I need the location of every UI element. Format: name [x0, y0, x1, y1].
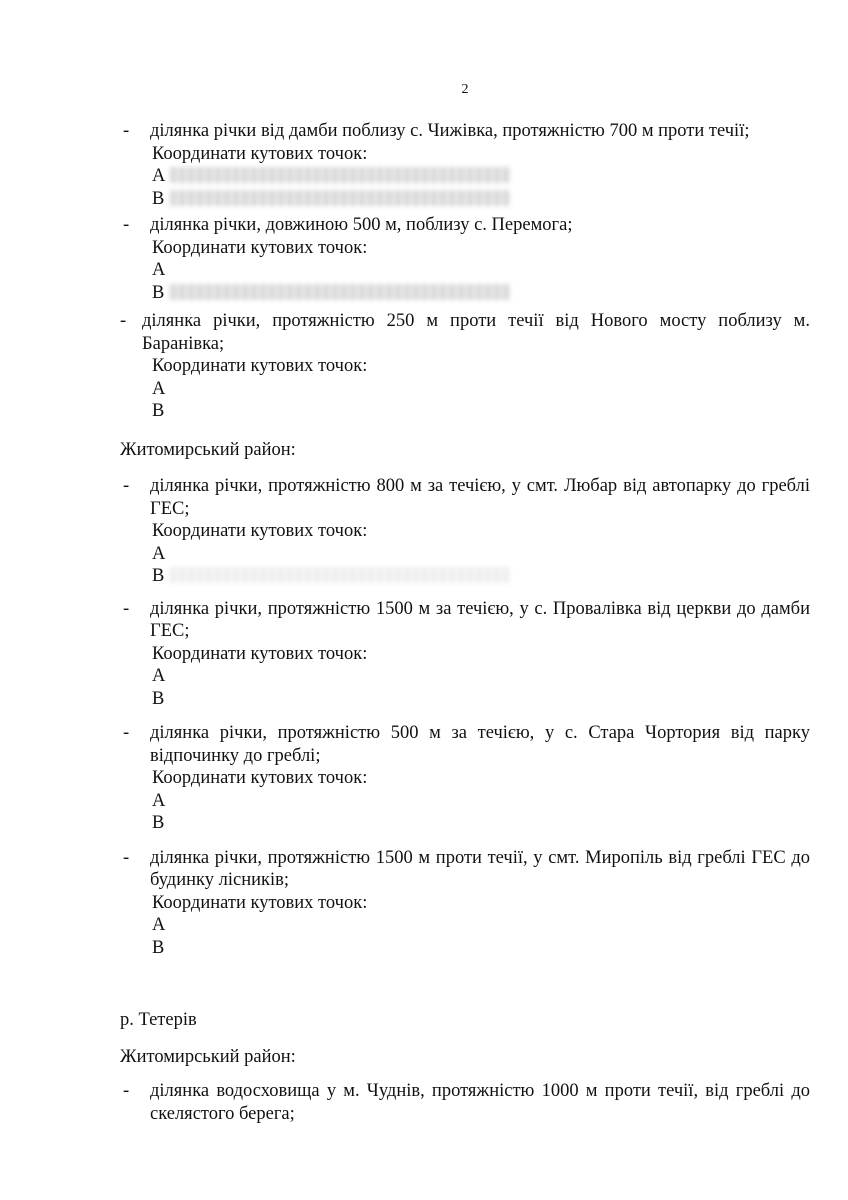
point-a-label: А [152, 790, 166, 811]
coordinates-title: Координати кутових точок: [152, 521, 368, 541]
point-b-label: В [152, 813, 165, 833]
point-b-label: В [152, 282, 165, 303]
point-b [150, 937, 810, 960]
point-a [150, 914, 810, 937]
item-description: ділянка річки, протяжністю 500 м за течією, у с. Стара Чортория від парку відпочинку до греблі; [150, 723, 810, 766]
district-heading: Житомирський район: [120, 1046, 296, 1067]
point-a-label: А [152, 166, 166, 186]
point-b-label: В [152, 937, 165, 958]
list-item [120, 1080, 810, 1125]
point-a-label: А [152, 666, 166, 686]
bullet-dash: - [123, 598, 130, 619]
item-description: ділянка річки, довжиною 500 м, поблизу с. Перемога; [150, 215, 573, 235]
item-description: ділянка річки, протяжністю 1500 м за течією, у с. Провалівка від церкви до дамби ГЕС; [150, 598, 810, 641]
document-body [120, 120, 810, 1125]
coordinates-title: Координати кутових точок: [152, 643, 368, 664]
bullet-dash: - [123, 847, 130, 868]
redacted-coordinates [170, 567, 510, 583]
item-description: ділянка річки, протяжністю 250 м проти течії від Нового мосту поблизу м. Баранівка; [142, 311, 810, 354]
point-b [150, 688, 810, 711]
bullet-dash: - [123, 476, 130, 496]
coordinates-title: Координати кутових точок: [152, 143, 368, 164]
point-a [150, 378, 810, 401]
point-b [150, 400, 810, 423]
redacted-coordinates [170, 190, 510, 206]
point-b-label: В [152, 401, 165, 421]
point-b-label: В [152, 688, 165, 709]
point-b [150, 282, 810, 305]
page-number: 2 [461, 82, 469, 97]
list-item [120, 120, 810, 210]
point-a-label: А [152, 378, 166, 399]
item-description: ділянка водосховища у м. Чуднів, протяжністю 1000 м проти течії, від греблі до скелястого берега; [150, 1081, 810, 1124]
bullet-dash: - [123, 723, 130, 743]
point-a [150, 165, 810, 188]
redacted-coordinates [170, 284, 510, 300]
point-a [150, 259, 810, 282]
point-b [150, 188, 810, 211]
point-a-label: А [152, 915, 166, 935]
bullet-dash: - [123, 215, 130, 235]
list-item [120, 598, 810, 711]
item-description: ділянка річки, протяжністю 1500 м проти течії, у смт. Миропіль від греблі ГЕС до будинку лісників; [150, 847, 810, 890]
river-heading: р. Тетерів [120, 1010, 197, 1030]
list-item [120, 475, 810, 588]
list-item [120, 847, 810, 960]
list-item [120, 722, 810, 835]
point-a [150, 543, 810, 566]
item-description: ділянка річки, протяжністю 800 м за течією, у смт. Любар від автопарку до греблі ГЕС; [150, 476, 810, 519]
point-b [150, 812, 810, 835]
district-heading: Житомирський район: [120, 439, 296, 460]
item-description: ділянка річки від дамби поблизу с. Чижівка, протяжністю 700 м проти течії; [150, 121, 750, 141]
point-b-label: В [152, 566, 165, 586]
list-item [120, 310, 810, 423]
coordinates-title: Координати кутових точок: [152, 237, 368, 258]
coordinates-title: Координати кутових точок: [152, 768, 368, 788]
coordinates-title: Координати кутових точок: [152, 892, 368, 913]
bullet-dash: - [123, 121, 130, 141]
point-b-label: В [152, 188, 165, 209]
point-b [150, 565, 810, 588]
bullet-dash: - [120, 311, 127, 331]
point-a [150, 665, 810, 688]
point-a-label: А [152, 543, 166, 564]
bullet-dash: - [123, 1081, 130, 1101]
redacted-coordinates [170, 167, 510, 183]
point-a-label: А [152, 260, 166, 280]
list-item [120, 214, 810, 304]
coordinates-title: Координати кутових точок: [152, 356, 368, 376]
point-a [150, 790, 810, 813]
